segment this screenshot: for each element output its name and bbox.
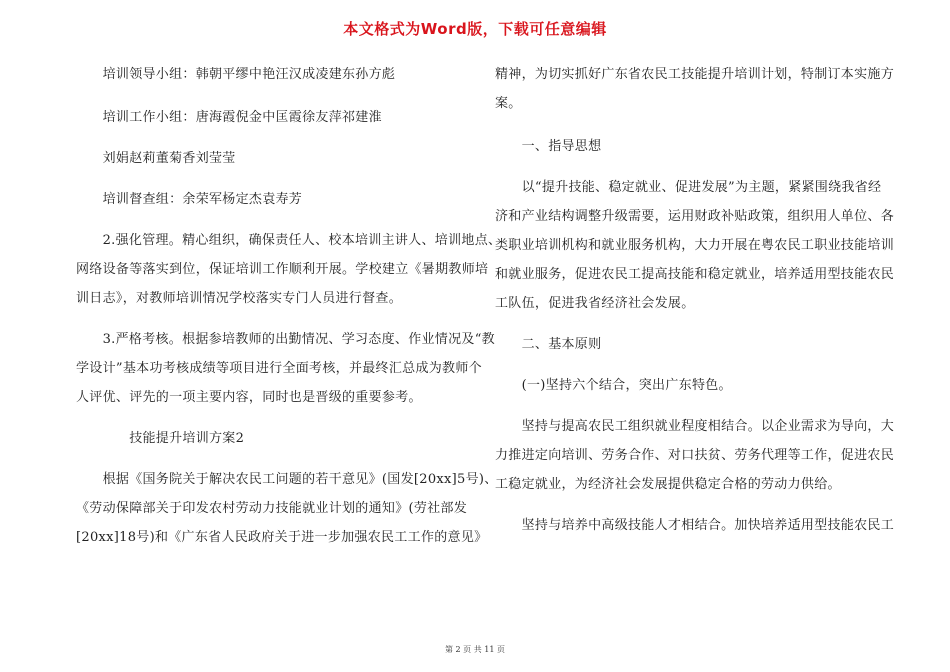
document-banner: 本文格式为Word版，下载可任意编辑 xyxy=(343,20,607,38)
paragraph-line: 人评优、评先的一项主要内容，同时也是晋级的重要参考。 xyxy=(76,390,422,405)
paragraph-line: 精神，为切实抓好广东省农民工技能提升培训计划，特制订本实施方 xyxy=(495,67,895,82)
paragraph-line: 坚持与提高农民工组织就业程度相结合。以企业需求为导向，大 xyxy=(495,419,895,434)
paragraph-line: 以“提升技能、稳定就业、促进发展”为主题，紧紧围绕我省经 xyxy=(495,180,882,195)
paragraph-line: 网络设备等落实到位，保证培训工作顺利开展。学校建立《暑期教师培 xyxy=(76,262,489,277)
section-heading: 技能提升培训方案2 xyxy=(76,431,245,446)
paragraph-line: 根据《国务院关于解决农民工问题的若干意见》(国发[20xx]5号)、 xyxy=(76,472,498,487)
paragraph-line: 济和产业结构调整升级需要，运用财政补贴政策，组织用人单位、各 xyxy=(495,209,895,224)
paragraph-line: 工队伍，促进我省经济社会发展。 xyxy=(495,296,695,311)
paragraph-line: 坚持与培养中高级技能人才相结合。加快培养适用型技能农民工 xyxy=(495,518,895,533)
paragraph-line: 《劳动保障部关于印发农村劳动力技能就业计划的通知》(劳社部发 xyxy=(76,501,468,516)
paragraph-line: 培训督查组：余荣军杨定杰袁寿芳 xyxy=(76,192,303,207)
paragraph-line: 2.强化管理。精心组织，确保责任人、校本培训主讲人、培训地点、 xyxy=(76,233,502,248)
paragraph-line: 3.严格考核。根据参培教师的出勤情况、学习态度、作业情况及“教 xyxy=(76,332,495,347)
section-heading: 二、基本原则 xyxy=(495,337,602,352)
subsection-heading: (一)坚持六个结合，突出广东特色。 xyxy=(495,378,732,393)
paragraph-line: 类职业培训机构和就业服务机构，大力开展在粤农民工职业技能培训 xyxy=(495,238,895,253)
paragraph-line: 训日志》，对教师培训情况学校落实专门人员进行督查。 xyxy=(76,291,403,306)
paragraph-line: 力推进定向培训、劳务合作、对口扶贫、劳务代理等工作，促进农民 xyxy=(495,448,895,463)
section-heading: 一、指导思想 xyxy=(495,139,602,154)
left-text-column xyxy=(76,60,502,552)
page-number-footer: 第 2 页 共 11 页 xyxy=(445,645,505,654)
paragraph-line: 培训工作小组：唐海霞倪金中匡霞徐友萍祁建淮 xyxy=(76,110,382,125)
paragraph-line: 工稳定就业，为经济社会发展提供稳定合格的劳动力供给。 xyxy=(495,477,841,492)
paragraph-line: 学设计”基本功考核成绩等项目进行全面考核，并最终汇总成为教师个 xyxy=(76,361,482,376)
right-text-column xyxy=(495,60,895,540)
paragraph-line: 和就业服务，促进农民工提高技能和稳定就业，培养适用型技能农民 xyxy=(495,267,895,282)
paragraph-line: 案。 xyxy=(495,96,522,111)
paragraph-line: 刘娟赵莉董菊香刘莹莹 xyxy=(76,151,236,166)
paragraph-line: [20xx]18号)和《广东省人民政府关于进一步加强农民工工作的意见》 xyxy=(76,530,488,545)
paragraph-line: 培训领导小组：韩朝平缪中艳汪汉成凌建东孙方彪 xyxy=(76,67,396,82)
